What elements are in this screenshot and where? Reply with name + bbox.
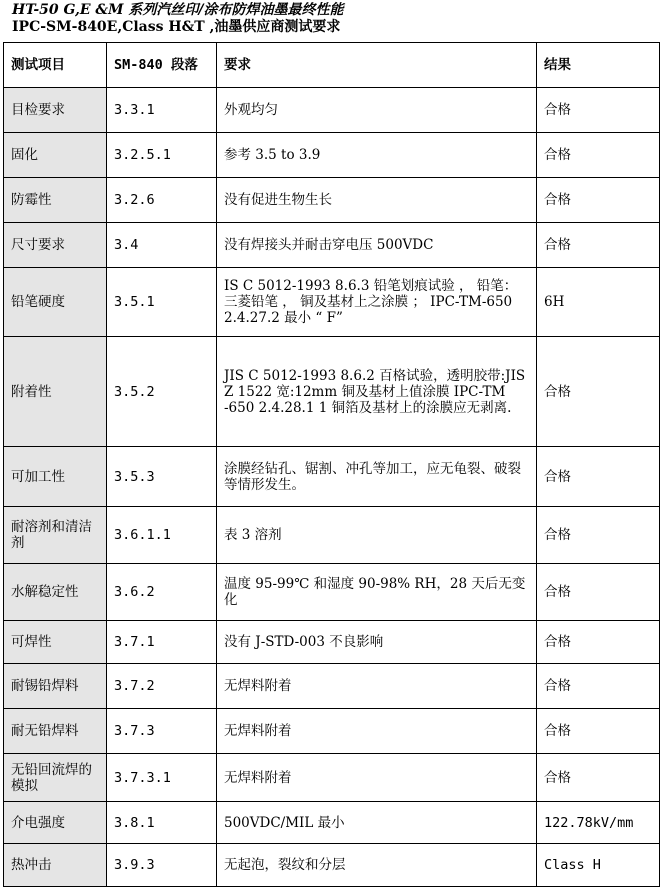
header-result: 结果 <box>537 43 660 88</box>
requirement-cell: 无焊料附着 <box>217 709 537 754</box>
test-item-cell: 热冲击 <box>4 844 107 887</box>
result-cell: 合格 <box>537 621 660 664</box>
section-cell: 3.5.2 <box>107 337 217 447</box>
result-cell: 合格 <box>537 664 660 709</box>
header-test-item: 测试项目 <box>4 43 107 88</box>
requirement-cell: 温度 95-99℃ 和湿度 90-98% RH，28 天后无变化 <box>217 564 537 621</box>
section-cell: 3.5.3 <box>107 447 217 507</box>
table-row <box>4 268 660 337</box>
result-cell: 合格 <box>537 507 660 564</box>
test-item-cell: 固化 <box>4 133 107 178</box>
test-item-cell: 尺寸要求 <box>4 223 107 268</box>
table-row <box>4 664 660 709</box>
table-row <box>4 223 660 268</box>
section-cell: 3.8.1 <box>107 802 217 844</box>
table-row <box>4 88 660 133</box>
requirement-cell: 表 3 溶剂 <box>217 507 537 564</box>
section-cell: 3.2.6 <box>107 178 217 223</box>
test-item-cell: 可焊性 <box>4 621 107 664</box>
test-item-cell: 可加工性 <box>4 447 107 507</box>
result-cell: 合格 <box>537 178 660 223</box>
requirement-cell: 没有 J-STD-003 不良影响 <box>217 621 537 664</box>
table-row <box>4 178 660 223</box>
test-item-cell: 水解稳定性 <box>4 564 107 621</box>
table-header-row <box>4 43 660 88</box>
section-cell: 3.3.1 <box>107 88 217 133</box>
result-cell: 6H <box>537 268 660 337</box>
section-cell: 3.4 <box>107 223 217 268</box>
section-cell: 3.7.2 <box>107 664 217 709</box>
table-row <box>4 844 660 887</box>
requirement-cell: IS C 5012-1993 8.6.3 铅笔划痕试验 ， 铅笔：三菱铅笔 ， 铜及基材上之涂膜 ； IPC-TM-650 2.4.27.2 最小 “ F” <box>217 268 537 337</box>
result-cell: Class H <box>537 844 660 887</box>
section-cell: 3.6.2 <box>107 564 217 621</box>
requirement-cell: 参考 3.5 to 3.9 <box>217 133 537 178</box>
result-cell: 合格 <box>537 447 660 507</box>
table-row <box>4 754 660 802</box>
table-row <box>4 133 660 178</box>
title-line-1: HT-50 G,E &M 系列汽丝印/涂布防焊油墨最终性能 <box>12 2 344 18</box>
test-item-cell: 介电强度 <box>4 802 107 844</box>
result-cell: 合格 <box>537 223 660 268</box>
test-item-cell: 防霉性 <box>4 178 107 223</box>
title-line-2: IPC-SM-840E,Class H&T ,油墨供应商测试要求 <box>12 19 341 35</box>
result-cell: 合格 <box>537 88 660 133</box>
requirement-cell: 没有焊接头并耐击穿电压 500VDC <box>217 223 537 268</box>
test-requirements-table <box>3 42 660 887</box>
test-item-cell: 耐溶剂和清洁剂 <box>4 507 107 564</box>
table-row <box>4 709 660 754</box>
result-cell: 合格 <box>537 133 660 178</box>
result-cell: 合格 <box>537 709 660 754</box>
test-item-cell: 铅笔硬度 <box>4 268 107 337</box>
section-cell: 3.7.3 <box>107 709 217 754</box>
test-item-cell: 无铅回流焊的模拟 <box>4 754 107 802</box>
result-cell: 122.78kV/mm <box>537 802 660 844</box>
result-cell: 合格 <box>537 564 660 621</box>
requirement-cell: 没有促进生物生长 <box>217 178 537 223</box>
requirement-cell: 涂膜经钻孔、锯割、冲孔等加工，应无龟裂、破裂等情形发生。 <box>217 447 537 507</box>
result-cell: 合格 <box>537 337 660 447</box>
document-title <box>12 2 662 36</box>
section-cell: 3.2.5.1 <box>107 133 217 178</box>
requirement-cell: 无起泡，裂纹和分层 <box>217 844 537 887</box>
table-row <box>4 802 660 844</box>
section-cell: 3.5.1 <box>107 268 217 337</box>
test-item-cell: 目检要求 <box>4 88 107 133</box>
requirement-cell: 无焊料附着 <box>217 754 537 802</box>
requirement-cell: 500VDC/MIL 最小 <box>217 802 537 844</box>
table-row <box>4 507 660 564</box>
test-item-cell: 耐无铅焊料 <box>4 709 107 754</box>
table-row <box>4 564 660 621</box>
requirement-cell: 无焊料附着 <box>217 664 537 709</box>
result-cell: 合格 <box>537 754 660 802</box>
section-cell: 3.7.1 <box>107 621 217 664</box>
table-row <box>4 447 660 507</box>
test-item-cell: 附着性 <box>4 337 107 447</box>
table-row <box>4 337 660 447</box>
section-cell: 3.9.3 <box>107 844 217 887</box>
table-row <box>4 621 660 664</box>
section-cell: 3.6.1.1 <box>107 507 217 564</box>
test-item-cell: 耐锡铅焊料 <box>4 664 107 709</box>
requirement-cell: JIS C 5012-1993 8.6.2 百格试验，透明胶带:JIS Z 1522 宽:12mm 铜及基材上值涂膜 IPC-TM -650 2.4.28.1 1 铜箔及基材上的涂膜应无剥离. <box>217 337 537 447</box>
requirement-cell: 外观均匀 <box>217 88 537 133</box>
header-section: SM-840 段落 <box>107 43 217 88</box>
section-cell: 3.7.3.1 <box>107 754 217 802</box>
header-requirement: 要求 <box>217 43 537 88</box>
